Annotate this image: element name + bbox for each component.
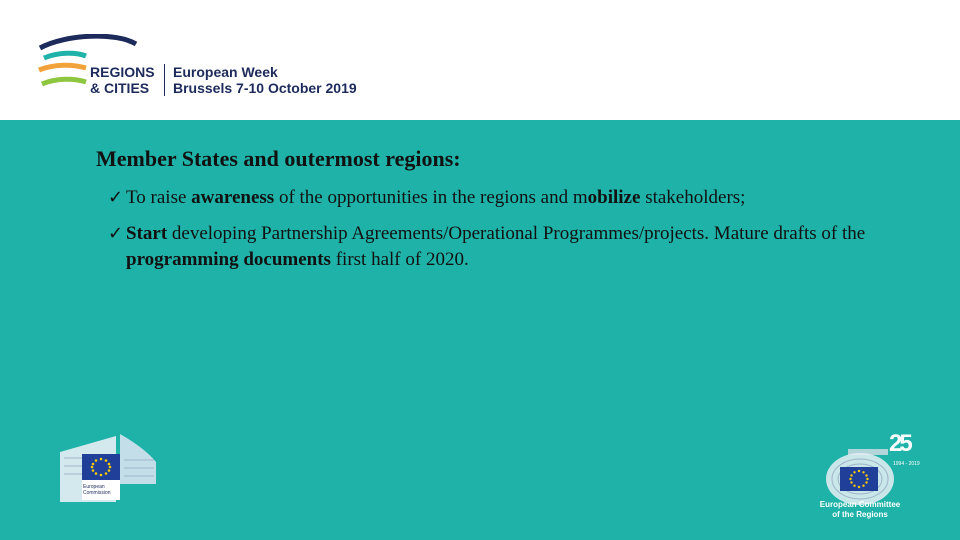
logo-divider	[164, 64, 165, 96]
bullet-emphasis: programming documents	[126, 249, 331, 270]
regions-cities-logo-text	[90, 64, 155, 96]
bullet-text: first half of 2020.	[330, 249, 469, 270]
cor-name	[808, 500, 912, 520]
european-week-logo-text	[173, 64, 357, 96]
bullet-item	[96, 185, 916, 211]
bullet-text: of the opportunities in the regions and m	[274, 187, 588, 208]
ec-caption-line2: Commission	[83, 490, 111, 496]
bullet-emphasis: Start	[126, 223, 168, 244]
content-heading: Member States and outermost regions:	[96, 146, 461, 171]
ec-caption	[83, 484, 111, 496]
bullet-text: stakeholders;	[640, 187, 746, 208]
checkmark-icon: ✓	[108, 187, 124, 208]
ec-caption-line1: European	[83, 484, 105, 490]
logo-left-line2: & CITIES	[90, 80, 150, 96]
header	[0, 0, 960, 120]
checkmark-icon: ✓	[108, 223, 124, 244]
logo-right-line1: European Week	[173, 64, 278, 80]
bullet-item	[96, 221, 916, 273]
cor-name-line1: European Committee	[819, 500, 901, 509]
cor-name-line2: of the Regions	[832, 510, 888, 519]
bullet-emphasis: obilize	[587, 187, 641, 208]
content	[96, 145, 916, 283]
bullet-text: To raise	[126, 187, 192, 208]
anniversary-years: 1994 - 2019	[893, 461, 920, 467]
anniversary-badge: 25	[889, 430, 910, 457]
bullet-emphasis: awareness	[191, 187, 275, 208]
bullet-text: developing Partnership Agreements/Operational Programmes/projects. Mature drafts of the	[167, 223, 866, 244]
logo-right-line2: Brussels 7-10 October 2019	[173, 80, 357, 96]
logo-left-line1: REGIONS	[90, 64, 155, 80]
